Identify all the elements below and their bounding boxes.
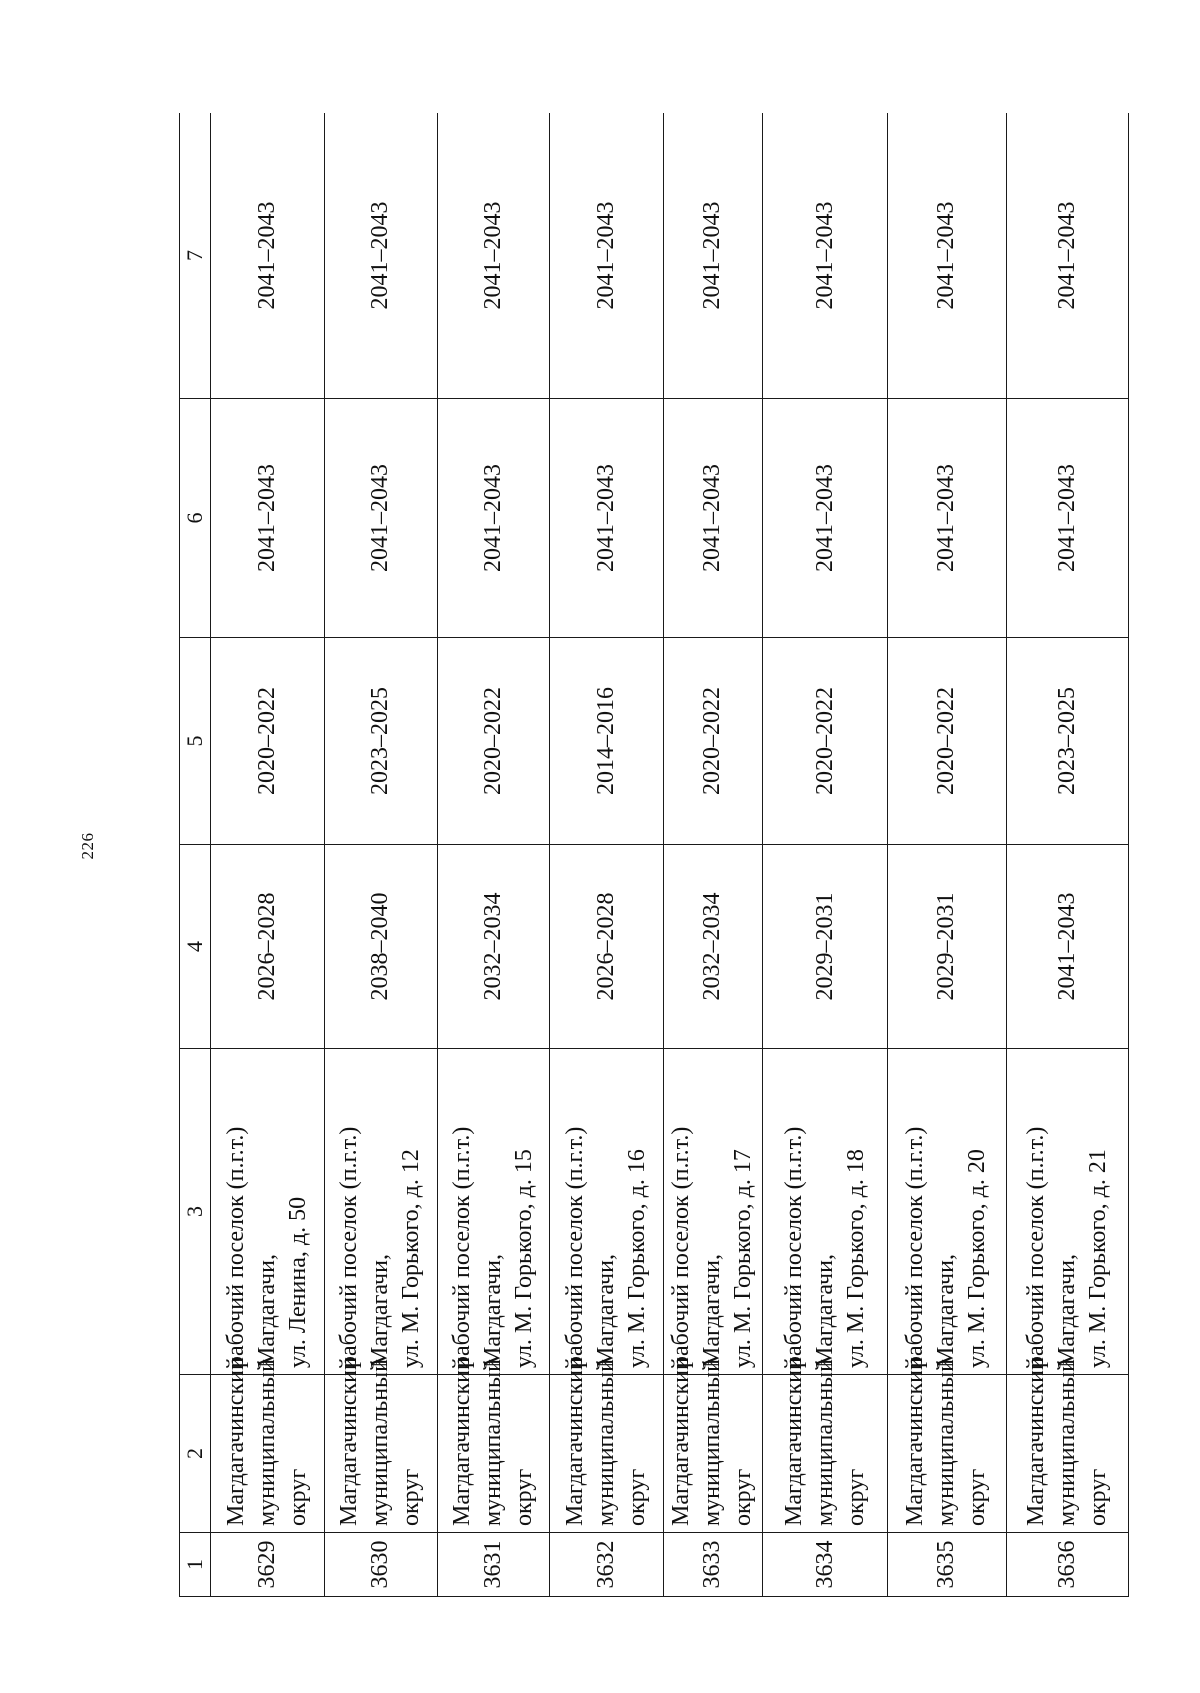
period-cell-c5: 2014–2016 [549, 638, 663, 845]
table-row [663, 113, 763, 1597]
address-line: рабочий поселок (п.г.т.) [780, 1126, 807, 1368]
row-number-cell: 3634 [763, 1533, 887, 1597]
period-cell-c5: 2020–2022 [438, 638, 550, 845]
district-line: муниципальный [1053, 1358, 1080, 1526]
district-line: Магдагачинский [222, 1357, 249, 1526]
header-cell: 4 [180, 845, 211, 1049]
row-number-cell: 3636 [1006, 1533, 1128, 1597]
table-row [549, 113, 663, 1597]
period-cell-c7: 2041–2043 [763, 113, 887, 399]
table-row [438, 113, 550, 1597]
period-cell-c4: 2029–2031 [763, 845, 887, 1049]
table-row [763, 113, 887, 1597]
address-line: рабочий поселок (п.г.т.) [449, 1126, 475, 1368]
address-line: ул. М. Горького, д. 20 [964, 1149, 991, 1368]
header-cell: 6 [180, 399, 211, 638]
period-cell-c4: 2041–2043 [1006, 845, 1128, 1049]
district-line: Магдагачинский [561, 1357, 588, 1526]
district-line: муниципальный [933, 1358, 960, 1526]
address-cell [210, 1049, 324, 1375]
header-cell: 3 [180, 1049, 211, 1375]
period-cell-c5: 2023–2025 [1006, 638, 1128, 845]
district-line: муниципальный [592, 1358, 619, 1526]
table-body [180, 113, 1129, 1597]
district-line: округ [284, 1468, 311, 1526]
period-cell-c6: 2041–2043 [324, 399, 438, 638]
header-cell: 5 [180, 638, 211, 845]
address-line: Магдагачи, [1053, 1254, 1080, 1368]
address-line: рабочий поселок (п.г.т.) [561, 1126, 588, 1368]
address-line: ул. М. Горького, д. 17 [730, 1149, 757, 1368]
district-cell [1006, 1357, 1128, 1533]
period-cell-c6: 2041–2043 [663, 399, 763, 638]
row-number-cell: 3629 [210, 1533, 324, 1597]
period-cell-c4: 2026–2028 [210, 845, 324, 1049]
table-row [1006, 113, 1128, 1597]
address-line: Магдагачи, [592, 1254, 619, 1368]
period-cell-c6: 2041–2043 [763, 399, 887, 638]
district-line: округ [398, 1468, 425, 1526]
rotated-table-frame [179, 113, 1129, 1597]
district-cell [438, 1357, 550, 1533]
district-line: округ [730, 1468, 757, 1526]
header-cell: 2 [180, 1375, 211, 1533]
table-row [324, 113, 438, 1597]
district-cell [763, 1357, 887, 1533]
header-row [180, 113, 211, 1597]
period-cell-c6: 2041–2043 [549, 399, 663, 638]
table-row [210, 113, 324, 1597]
row-number-cell: 3631 [438, 1533, 550, 1597]
period-cell-c5: 2020–2022 [763, 638, 887, 845]
period-cell-c5: 2023–2025 [324, 638, 438, 845]
address-line: Магдагачи, [933, 1254, 960, 1368]
address-cell [763, 1049, 887, 1375]
district-cell [887, 1357, 1006, 1533]
header-cell: 1 [180, 1533, 211, 1597]
address-line: рабочий поселок (п.г.т.) [222, 1126, 249, 1368]
period-cell-c7: 2041–2043 [549, 113, 663, 399]
period-cell-c4: 2038–2040 [324, 845, 438, 1049]
district-cell [324, 1357, 438, 1533]
address-line: рабочий поселок (п.г.т.) [902, 1126, 929, 1368]
data-table [179, 113, 1129, 1597]
period-cell-c7: 2041–2043 [324, 113, 438, 399]
address-cell [438, 1049, 550, 1375]
district-cell [549, 1357, 663, 1533]
district-cell [663, 1357, 763, 1533]
address-cell [549, 1049, 663, 1375]
address-cell [663, 1049, 763, 1375]
row-number-cell: 3630 [324, 1533, 438, 1597]
address-line: ул. М. Горького, д. 12 [398, 1149, 425, 1368]
district-line: муниципальный [811, 1358, 838, 1526]
district-line: Магдагачинский [668, 1357, 695, 1526]
period-cell-c5: 2020–2022 [663, 638, 763, 845]
address-line: Магдагачи, [480, 1254, 506, 1368]
row-number-cell: 3632 [549, 1533, 663, 1597]
address-line: ул. М. Горького, д. 18 [842, 1149, 869, 1368]
row-number-cell: 3633 [663, 1533, 763, 1597]
district-line: муниципальный [699, 1358, 726, 1526]
district-line: муниципальный [367, 1358, 394, 1526]
address-line: ул. М. Горького, д. 15 [511, 1149, 537, 1368]
address-line: ул. М. Горького, д. 21 [1084, 1149, 1111, 1368]
period-cell-c4: 2032–2034 [663, 845, 763, 1049]
district-line: Магдагачинский [449, 1357, 475, 1526]
district-line: округ [964, 1468, 991, 1526]
period-cell-c7: 2041–2043 [663, 113, 763, 399]
district-line: муниципальный [480, 1358, 506, 1526]
address-line: Магдагачи, [699, 1254, 726, 1368]
period-cell-c4: 2029–2031 [887, 845, 1006, 1049]
district-cell [210, 1357, 324, 1533]
district-line: Магдагачинский [336, 1357, 363, 1526]
table-container [179, 113, 1129, 1597]
address-cell [324, 1049, 438, 1375]
district-line: Магдагачинский [780, 1357, 807, 1526]
period-cell-c4: 2026–2028 [549, 845, 663, 1049]
district-line: муниципальный [253, 1358, 280, 1526]
period-cell-c6: 2041–2043 [887, 399, 1006, 638]
district-line: округ [842, 1468, 869, 1526]
address-line: рабочий поселок (п.г.т.) [1022, 1126, 1049, 1368]
period-cell-c5: 2020–2022 [210, 638, 324, 845]
page-number: 226 [78, 832, 97, 860]
period-cell-c4: 2032–2034 [438, 845, 550, 1049]
district-line: округ [623, 1468, 650, 1526]
address-cell [887, 1049, 1006, 1375]
row-number-cell: 3635 [887, 1533, 1006, 1597]
period-cell-c7: 2041–2043 [210, 113, 324, 399]
period-cell-c7: 2041–2043 [887, 113, 1006, 399]
period-cell-c7: 2041–2043 [1006, 113, 1128, 399]
period-cell-c6: 2041–2043 [438, 399, 550, 638]
address-line: рабочий поселок (п.г.т.) [668, 1126, 695, 1368]
address-line: ул. Ленина, д. 50 [284, 1196, 311, 1368]
address-line: Магдагачи, [811, 1254, 838, 1368]
district-line: Магдагачинский [902, 1357, 929, 1526]
period-cell-c7: 2041–2043 [438, 113, 550, 399]
district-line: Магдагачинский [1022, 1357, 1049, 1526]
address-line: Магдагачи, [253, 1254, 280, 1368]
address-cell [1006, 1049, 1128, 1375]
header-cell: 7 [180, 113, 211, 399]
address-line: ул. М. Горького, д. 16 [623, 1149, 650, 1368]
district-line: округ [1084, 1468, 1111, 1526]
district-line: округ [511, 1468, 537, 1526]
address-line: Магдагачи, [367, 1254, 394, 1368]
period-cell-c6: 2041–2043 [1006, 399, 1128, 638]
address-line: рабочий поселок (п.г.т.) [336, 1126, 363, 1368]
period-cell-c5: 2020–2022 [887, 638, 1006, 845]
table-row [887, 113, 1006, 1597]
period-cell-c6: 2041–2043 [210, 399, 324, 638]
